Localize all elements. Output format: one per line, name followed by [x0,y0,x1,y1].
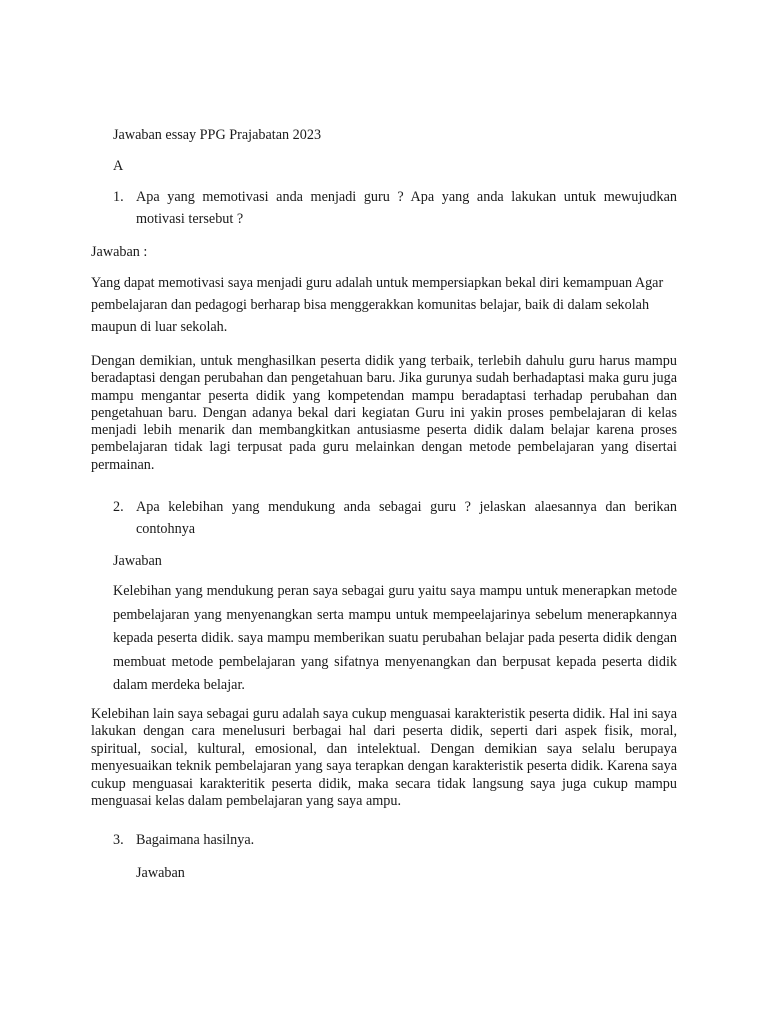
answer-label-1: Jawaban : [91,244,148,260]
question-2-text: Apa kelebihan yang mendukung anda sebagai guru ? jelaskan alaesannya dan berikan contohnya [136,499,677,537]
answer-1-paragraph-1: Yang dapat memotivasi saya menjadi guru adalah untuk mempersiapkan bekal diri kemampuan Agar pembelajaran dan pedagogi berharap bisa menggerakkan komunitas belajar, baik di dalam sekolah maupun di luar sekolah. [91,275,664,335]
answer-2-paragraph-1: Kelebihan yang mendukung peran saya sebagai guru yaitu saya mampu untuk menerapkan metode pembelajaran yang menyenangkan serta mampu untuk mempeelajarinya sebelum menerapkannya kepada peserta didik. saya mampu memberikan suatu perubahan belajar pada peserta didik dengan membuat metode pembelajaran yang sifatnya menyenangkan dan berpusat kepada peserta didik dalam merdeka belajar. [113,583,677,693]
question-3-text: Bagaimana hasilnya. [136,832,255,848]
question-1-text: Apa yang memotivasi anda menjadi guru ? Apa yang anda lakukan untuk mewujudkan motivasi tersebut ? [136,189,677,227]
question-1-number: 1. [113,189,124,205]
answer-1-paragraph-2: Dengan demikian, untuk menghasilkan peserta didik yang terbaik, terlebih dahulu guru harus mampu beradaptasi dengan perubahan dan pengetahuan baru. Jika gurunya sudah berhadaptasi maka guru juga mampu mengantar peserta didik yang kompetendan mampu beradaptasi terhadap perubahan dan pengetahuan baru. Dengan adanya bekal dari kegiatan Guru ini yakin proses pembelajaran di kelas menjadi lebih menarik dan membangkitkan antusiasme peserta didik dalam belajar karena proses pembelajaran tidak lagi terpusat pada guru melainkan dengan metode pembelajaran yang disertai permainan. [91,353,677,473]
answer-label-3: Jawaban [136,865,185,881]
section-label: A [113,158,124,174]
document-title: Jawaban essay PPG Prajabatan 2023 [113,127,322,143]
answer-2-paragraph-2: Kelebihan lain saya sebagai guru adalah saya cukup menguasai karakteristik peserta didik. Hal ini saya lakukan dengan cara menelusuri berbagai hal dari peserta didik, seperti dari aspek fisik, moral, spiritual, social, kultural, emosional, dan intelektual. Dengan demikian saya selalu berupaya menyesuaikan teknik pembelajaran yang saya terapkan dengan karakteristik peserta didik. Karena saya cukup menguasai karakteritik peserta didik, maka secara tidak langsung saya juga cukup mampu menguasai kelas dalam pembelajaran yang saya ampu. [91,706,677,810]
answer-label-2: Jawaban [113,553,162,569]
question-2-number: 2. [113,499,124,515]
question-3-number: 3. [113,832,124,848]
